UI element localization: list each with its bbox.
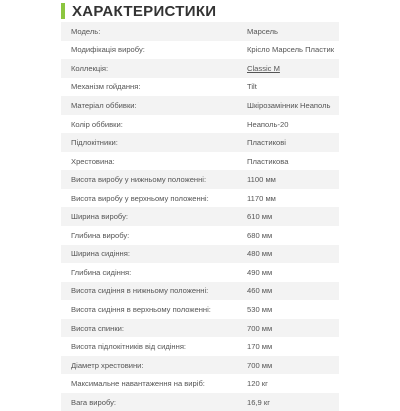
header-accent-bar xyxy=(61,3,65,19)
spec-value: 610 мм xyxy=(247,212,273,222)
spec-value: 1170 мм xyxy=(247,193,276,203)
spec-row xyxy=(61,170,339,189)
spec-row xyxy=(61,133,339,152)
spec-row xyxy=(61,115,339,134)
spec-row xyxy=(61,96,339,115)
spec-value: 16,9 кг xyxy=(247,397,270,407)
spec-value: 700 мм xyxy=(247,323,273,333)
spec-label: Діаметр хрестовини: xyxy=(71,360,144,370)
spec-row xyxy=(61,152,339,171)
spec-label: Глибина сидіння: xyxy=(71,267,132,277)
spec-value-link[interactable]: Classic M xyxy=(247,63,280,73)
specs-table xyxy=(61,22,339,411)
spec-value: Крісло Марсель Пластик xyxy=(247,45,335,55)
spec-value: Пластикова xyxy=(247,156,289,166)
section-header xyxy=(61,0,216,22)
spec-value: 460 мм xyxy=(247,286,273,296)
spec-value: 170 мм xyxy=(247,342,273,352)
spec-value: 680 мм xyxy=(247,230,273,240)
spec-label: Вага виробу: xyxy=(71,397,117,407)
spec-row xyxy=(61,337,339,356)
spec-label: Колір оббивки: xyxy=(71,119,123,129)
spec-label: Ширина виробу: xyxy=(71,212,129,222)
spec-row xyxy=(61,189,339,208)
spec-label: Ширина сидіння: xyxy=(71,249,130,259)
spec-label: Модель: xyxy=(71,26,101,36)
spec-label: Матеріал оббивки: xyxy=(71,100,137,110)
spec-label: Коллекція: xyxy=(71,63,109,73)
spec-label: Висота виробу у нижньому положенні: xyxy=(71,175,207,185)
spec-row xyxy=(61,282,339,301)
spec-value: 700 мм xyxy=(247,360,273,370)
spec-label: Максимальне навантаження на виріб: xyxy=(71,379,205,389)
spec-row xyxy=(61,319,339,338)
spec-row xyxy=(61,374,339,393)
spec-row xyxy=(61,263,339,282)
spec-value: Марсель xyxy=(247,26,279,36)
spec-label: Висота спинки: xyxy=(71,323,124,333)
spec-value: 490 мм xyxy=(247,267,273,277)
spec-label: Висота сидіння в верхньому положенні: xyxy=(71,304,211,314)
spec-value: Tilt xyxy=(247,82,257,92)
section-title: ХАРАКТЕРИСТИКИ xyxy=(72,2,217,20)
spec-label: Висота підлокітників від сидіння: xyxy=(71,342,187,352)
spec-row xyxy=(61,245,339,264)
spec-row xyxy=(61,59,339,78)
spec-value: Шкірозамінник Неаполь xyxy=(247,100,331,110)
spec-label: Підлокітники: xyxy=(71,138,118,148)
spec-label: Висота сидіння в нижньому положенні: xyxy=(71,286,209,296)
spec-label: Глибина виробу: xyxy=(71,230,130,240)
spec-row xyxy=(61,300,339,319)
spec-row xyxy=(61,78,339,97)
spec-label: Модифікація виробу: xyxy=(71,45,145,55)
spec-label: Висота виробу у верхньому положенні: xyxy=(71,193,209,203)
spec-label: Хрестовина: xyxy=(71,156,115,166)
spec-label: Механізм гойдання: xyxy=(71,82,141,92)
spec-value: 1100 мм xyxy=(247,175,276,185)
spec-value: 480 мм xyxy=(247,249,273,259)
spec-value: Пластикові xyxy=(247,138,286,148)
spec-value: 530 мм xyxy=(247,304,273,314)
spec-row xyxy=(61,41,339,60)
spec-row xyxy=(61,393,339,411)
spec-row xyxy=(61,207,339,226)
spec-value: 120 кг xyxy=(247,379,268,389)
spec-value: Неаполь-20 xyxy=(247,119,289,129)
spec-row xyxy=(61,356,339,375)
spec-row xyxy=(61,226,339,245)
spec-row xyxy=(61,22,339,41)
